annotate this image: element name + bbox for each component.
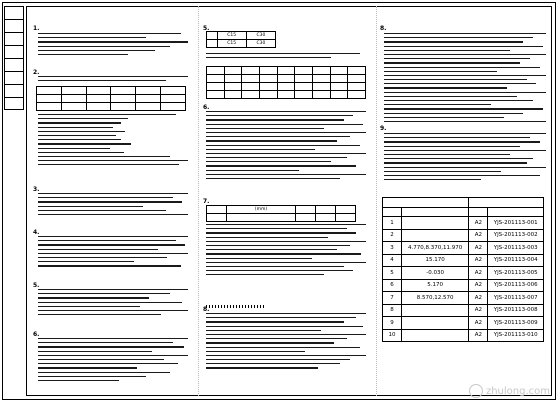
index-name [402,304,469,317]
param-table [36,86,186,111]
index-no: 10 [383,329,402,342]
watermark [469,384,550,398]
index-code: YJS-201113-004 [488,254,544,267]
index-code: YJS-201113-010 [488,329,544,342]
table-row [383,317,544,330]
text-block [38,338,188,381]
index-no: 9 [383,317,402,330]
index-no: 6 [383,279,402,292]
text-block [384,33,546,122]
text-block [206,53,366,58]
column-divider [376,6,377,396]
index-name: 5.170 [402,279,469,292]
index-name [402,229,469,242]
table-row [383,267,544,280]
section-heading: 3. [33,186,40,193]
index-size: A2 [469,242,488,255]
index-name [402,317,469,330]
section-heading: 8. [380,25,387,32]
index-size: A2 [469,329,488,342]
index-code: YJS-201113-009 [488,317,544,330]
text-block [38,76,188,81]
binding-strip [4,6,24,118]
index-no: 4 [383,254,402,267]
index-size: A2 [469,229,488,242]
index-no: 3 [383,242,402,255]
table-row [383,254,544,267]
index-size: A2 [469,317,488,330]
watermark-logo-icon [469,384,483,398]
table-cell [296,206,316,214]
table-cell [207,206,227,214]
drawing-index-table [382,197,544,342]
index-no: 2 [383,229,402,242]
text-block [206,111,366,179]
index-no: 5 [383,267,402,280]
index-name: -0.030 [402,267,469,280]
table-row [383,279,544,292]
index-no: 1 [383,217,402,230]
index-code: YJS-201113-006 [488,279,544,292]
index-code: YJS-201113-005 [488,267,544,280]
table-cell [316,206,336,214]
table-cell [335,214,355,222]
text-block [38,236,188,267]
index-code: YJS-201113-008 [488,304,544,317]
index-name [402,217,469,230]
text-block [38,33,188,55]
section-heading: 9. [380,125,387,132]
text-block [38,114,188,165]
index-code: YJS-201113-001 [488,217,544,230]
index-size: A2 [469,304,488,317]
table-cell: C15 [217,32,246,40]
section-heading: 8. [203,306,210,313]
table-row [383,229,544,242]
table-row [383,217,544,230]
section-heading: 6. [33,331,40,338]
table-cell [226,214,295,222]
index-name [402,329,469,342]
section-heading: 6. [203,104,210,111]
anchorage-table [206,66,366,99]
section-heading: 2. [33,69,40,76]
table-cell: C15 [217,40,246,48]
section-heading: 5. [203,25,210,32]
text-block [206,313,366,369]
cover-thickness-table [206,205,356,222]
index-no: 8 [383,304,402,317]
table-row [383,242,544,255]
table-cell: (mm) [226,206,295,214]
text-block [38,289,188,315]
index-size: A2 [469,267,488,280]
index-code: YJS-201113-007 [488,292,544,305]
index-name: 15.170 [402,254,469,267]
index-code: YJS-201113-003 [488,242,544,255]
table-cell [207,40,218,48]
section-heading: 5. [33,282,40,289]
table-cell [335,206,355,214]
index-size: A2 [469,254,488,267]
section-heading: 7. [203,198,210,205]
index-no: 7 [383,292,402,305]
section-heading: 1. [33,25,40,32]
index-name: 8.570,12.570 [402,292,469,305]
column-divider [198,6,199,396]
concrete-grade-table [206,31,276,48]
table-row [383,329,544,342]
table-cell [296,214,316,222]
index-size: A2 [469,217,488,230]
section-heading: 4. [33,229,40,236]
table-cell: C30 [246,40,275,48]
text-block [206,224,366,275]
text-block [384,133,546,180]
table-cell [207,32,218,40]
index-size: A2 [469,292,488,305]
table-cell [316,214,336,222]
table-row [383,292,544,305]
text-block [38,193,188,215]
table-cell: C30 [246,32,275,40]
index-name: 4.770,8.370,11.970 [402,242,469,255]
index-size: A2 [469,279,488,292]
watermark-text: zhulong.com [485,386,550,397]
index-code: YJS-201113-002 [488,229,544,242]
table-cell [207,214,227,222]
table-row [383,304,544,317]
